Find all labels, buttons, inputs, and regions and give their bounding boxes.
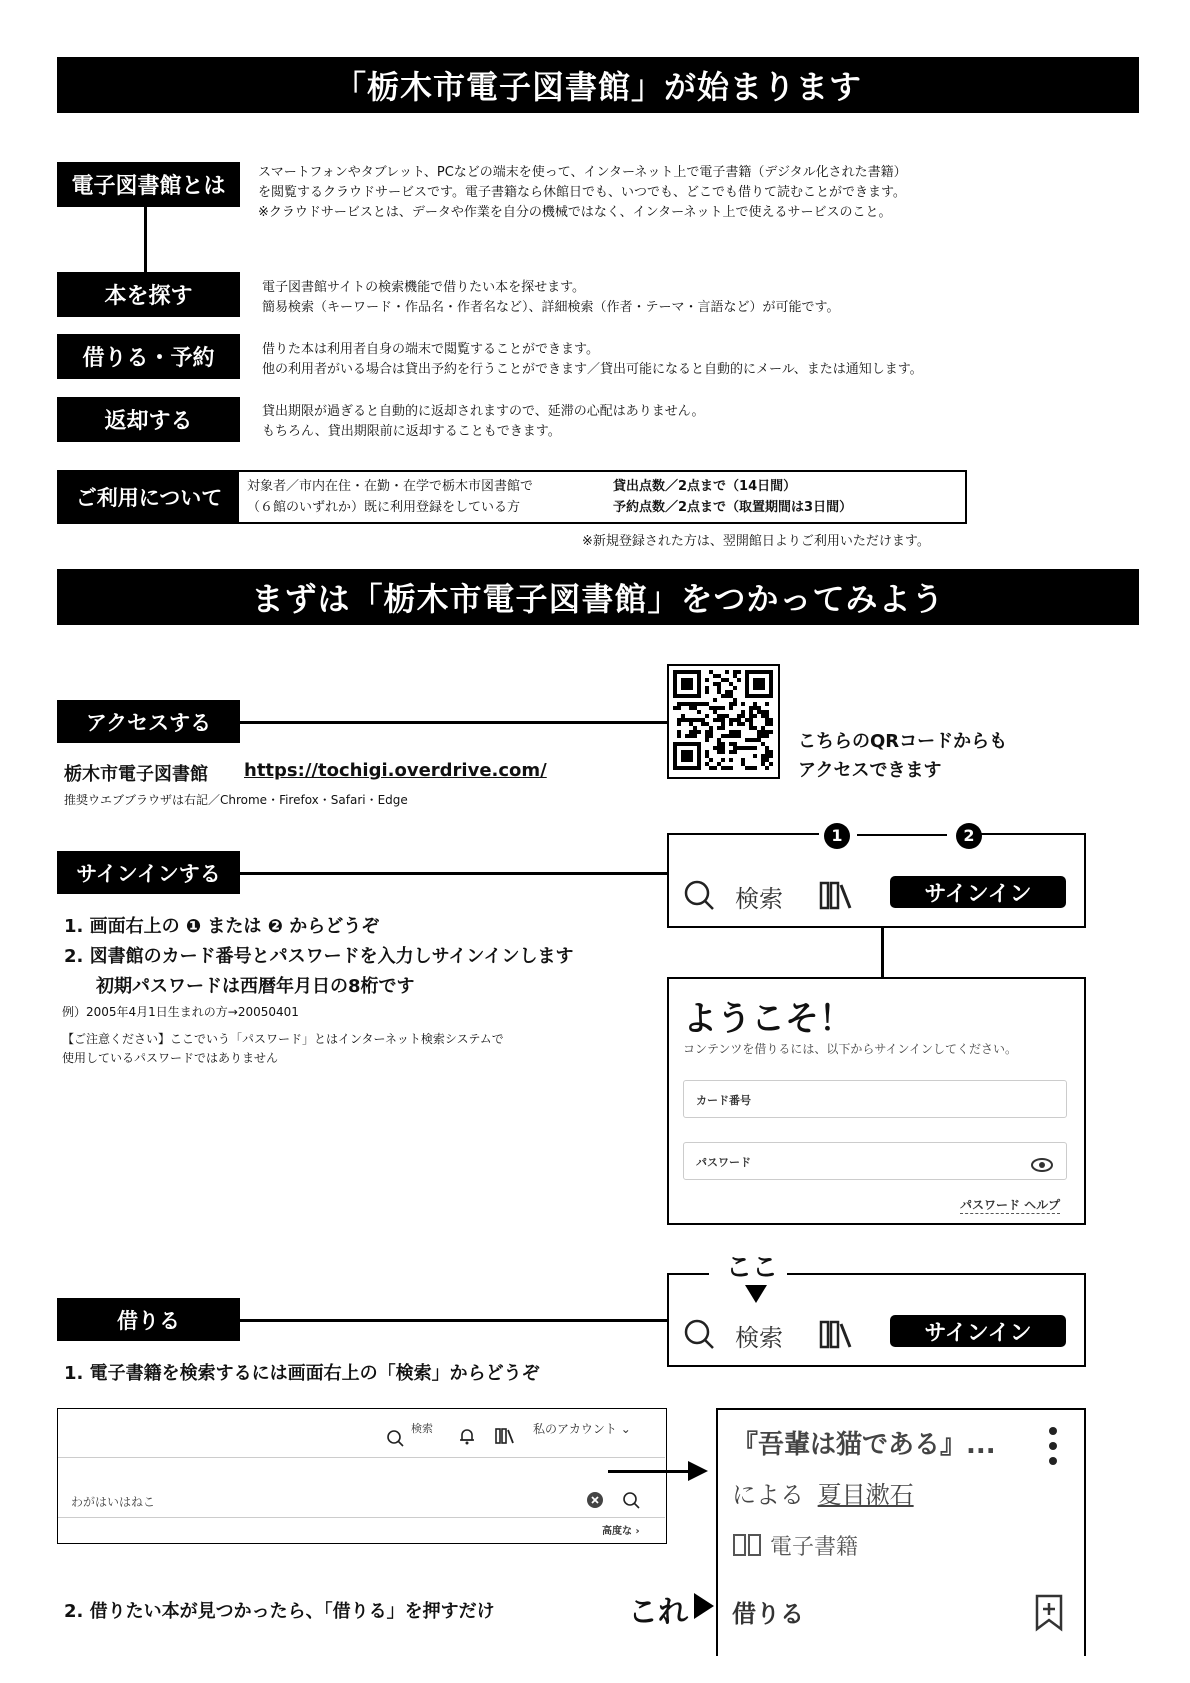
- main-title-banner: 「栃木市電子図書館」が始まります: [57, 57, 1139, 113]
- library-icon[interactable]: [495, 1427, 515, 1445]
- by-label: による: [732, 1481, 804, 1509]
- kariru-label: 借りる: [57, 1298, 240, 1341]
- about-description: スマートフォンやタブレット、PCなどの端末を使って、インターネット上で電子書籍（デジタル化された書籍） を閲覧するクラウドサービスです。電子書籍なら休館日でも、いつでも、どこでも借りて読むことができます。 ※クラウドサービスとは、データや作業を自分の機械ではなく、インターネット上で使えるサービスのこと。: [258, 165, 907, 220]
- welcome-title: ようこそ！: [683, 999, 853, 1039]
- search-label: 本を探す: [57, 272, 240, 317]
- site-name: 栃木市電子図書館: [64, 764, 208, 785]
- format-label: 電子書籍: [770, 1535, 859, 1560]
- site-url-link[interactable]: https://tochigi.overdrive.com/: [244, 760, 547, 781]
- book-icon: [732, 1532, 762, 1558]
- arrow-down-icon: [745, 1285, 767, 1303]
- bookmark-add-icon[interactable]: [1034, 1594, 1064, 1632]
- clear-icon[interactable]: [586, 1491, 604, 1509]
- arrow-line: [608, 1470, 694, 1473]
- caution-note: 【ご注意ください】ここでいう「パスワード」とはインターネット検索システムで 使用しているパスワードではありません: [62, 1032, 504, 1065]
- kariru-step-1: 1. 電子書籍を検索するには画面右上の「検索」からどうぞ: [64, 1363, 540, 1384]
- author-line: [732, 1475, 914, 1510]
- qr-caption: こちらのQRコードからも アクセスできます: [798, 731, 1008, 781]
- search-link[interactable]: 検索: [735, 885, 783, 913]
- search-icon[interactable]: [386, 1429, 404, 1447]
- connector-line: [240, 721, 667, 724]
- more-options-icon[interactable]: [1048, 1426, 1058, 1466]
- search-box-mock: [57, 1408, 667, 1544]
- return-label: 返却する: [57, 397, 240, 442]
- search-icon[interactable]: [683, 1318, 715, 1350]
- library-icon[interactable]: [819, 879, 855, 911]
- qr-code: [667, 664, 780, 779]
- navbar-mock: [667, 826, 1086, 928]
- advanced-search-link[interactable]: 高度な ›: [602, 1526, 640, 1537]
- password-label: パスワード: [696, 1156, 751, 1169]
- search-submit-icon[interactable]: [622, 1491, 640, 1509]
- usage-target: 対象者／市内在住・在勤・在学で栃木市図書館で （６館のいずれか）既に利用登録をしている方: [247, 479, 534, 515]
- author-link[interactable]: 夏目漱石: [817, 1481, 914, 1509]
- access-label: アクセスする: [57, 700, 240, 743]
- kore-label: これ: [628, 1595, 688, 1630]
- book-card: [716, 1408, 1086, 1656]
- usage-note: ※新規登録された方は、翌開館日よりご利用いただけます。: [582, 534, 930, 549]
- usage-label: ご利用について: [59, 472, 239, 522]
- signin-button[interactable]: サインイン: [890, 876, 1066, 908]
- arrow-right-icon: [688, 1461, 708, 1481]
- search-input[interactable]: わがはいはねこ: [71, 1495, 156, 1509]
- library-icon[interactable]: [819, 1318, 855, 1350]
- bell-icon[interactable]: [459, 1427, 475, 1445]
- qr-code-image: [669, 666, 778, 777]
- section-title-banner: まずは「栃木市電子図書館」をつかってみよう: [57, 569, 1139, 625]
- password-example: 例）2005年4月1日生まれの方→20050401: [62, 1005, 299, 1019]
- signin-button[interactable]: サインイン: [890, 1315, 1066, 1347]
- usage-limits: 貸出点数／2点まで（14日間） 予約点数／2点まで（取置期間は3日間）: [613, 479, 853, 515]
- arrow-right-icon: [694, 1593, 714, 1619]
- usage-box: [57, 470, 967, 524]
- search-link[interactable]: 検索: [735, 1324, 783, 1352]
- search-icon[interactable]: [683, 879, 715, 911]
- browser-note: 推奨ウエブブラウザは右記／Chrome・Firefox・Safari・Edge: [64, 793, 408, 807]
- kariru-step-2: 2. 借りたい本が見つかったら、「借りる」を押すだけ: [64, 1601, 495, 1622]
- account-menu[interactable]: 私のアカウント ⌄: [533, 1422, 631, 1436]
- navbar-mock-2: [667, 1253, 1086, 1367]
- welcome-dialog: [667, 977, 1086, 1225]
- book-title[interactable]: 『吾輩は猫である』...: [732, 1430, 996, 1460]
- borrow-label: 借りる・予約: [57, 334, 240, 379]
- search-description: 電子図書館サイトの検索機能で借りたい本を探せます。 簡易検索（キーワード・作品名・作者名など）、詳細検索（作者・テーマ・言語など）が可能です。: [262, 280, 840, 315]
- marker-2: 2: [956, 823, 982, 849]
- password-help-link[interactable]: パスワード ヘルプ: [960, 1198, 1061, 1212]
- signin-label: サインインする: [57, 851, 240, 894]
- koko-label: ここ: [726, 1253, 779, 1283]
- password-field[interactable]: [683, 1142, 1067, 1180]
- borrow-description: 借りた本は利用者自身の端末で閲覧することができます。 他の利用者がいる場合は貸出予約を行うことができます／貸出可能になると自動的にメール、または通知します。: [262, 342, 923, 377]
- return-description: 貸出期限が過ぎると自動的に返却されますので、延滞の心配はありません。 もちろん、貸出期限前に返却することもできます。: [262, 404, 705, 439]
- signin-step-2: 2. 図書館のカード番号とパスワードを入力しサインインします: [64, 946, 574, 967]
- signin-step-2b: 初期パスワードは西暦年月日の8桁です: [96, 976, 415, 997]
- connector-line: [240, 872, 667, 875]
- welcome-subtitle: コンテンツを借りるには、以下からサインインしてください。: [683, 1042, 1017, 1056]
- search-link[interactable]: 検索: [411, 1422, 433, 1435]
- marker-1: 1: [824, 823, 850, 849]
- signin-step-1: 1. 画面右上の ❶ または ❷ からどうぞ: [64, 916, 380, 937]
- card-number-field[interactable]: カード番号: [683, 1080, 1067, 1118]
- borrow-button[interactable]: 借りる: [732, 1600, 804, 1628]
- eye-icon[interactable]: [1030, 1157, 1054, 1173]
- about-label: 電子図書館とは: [57, 162, 240, 207]
- connector-line: [240, 1319, 667, 1322]
